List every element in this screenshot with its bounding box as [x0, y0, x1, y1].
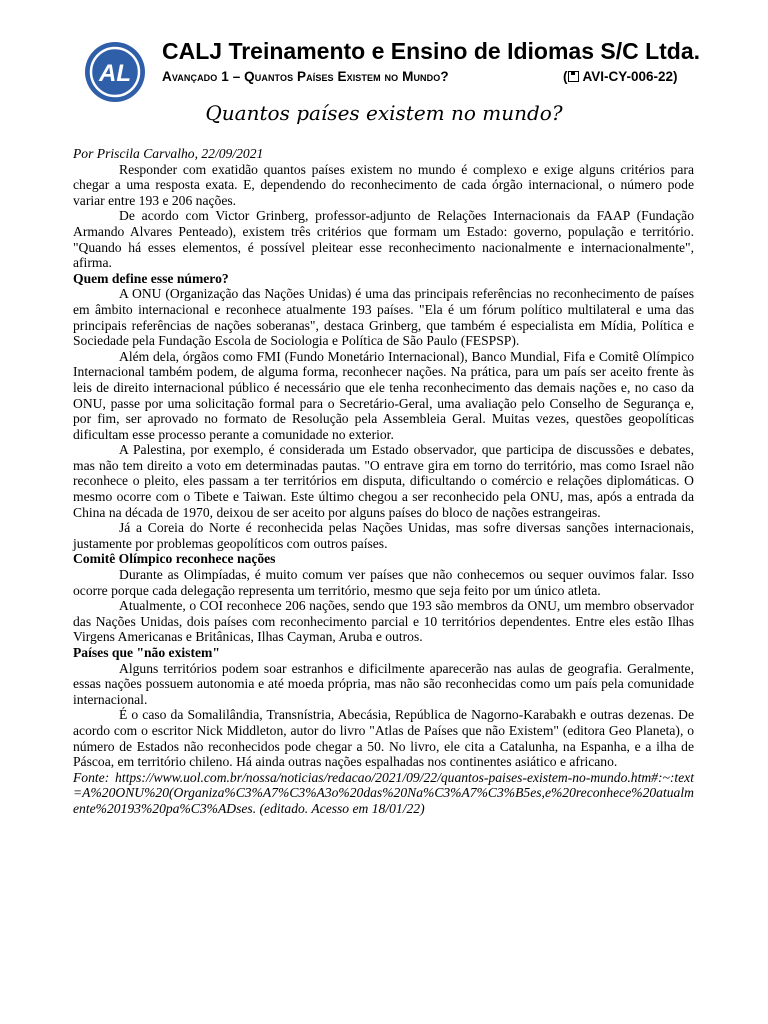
source-link[interactable]: Fonte: https://www.uol.com.br/nossa/noticias/redacao/2021/09/22/quantos-paises-existem-no-mundo.htm#:~:text=A%20ONU%20(Organiza%C3%A7%C3%A3o%20das%20Na%C3%A7%C3%B5es,e%20reconhece%20atualmente%20193%20pa%C3%ADses. (editado. Acesso em 18/01/22) — [73, 769, 694, 816]
paragraph: Além dela, órgãos como FMI (Fundo Monetário Internacional), Banco Mundial, Fifa e Comitê Olímpico Internacional também podem, de alguma forma, reconhecer nações. Na prática, para um país ser aceito frente às leis de direito internacional público é necessário que ele tenha reconhecimento das demais nações e, no caso da ONU, passe por uma solicitação formal para o Secretário-Geral, uma avaliação pelo Conselho de Segurança e, por fim, ser aprovado no formato de Resolução pela Assembleia Geral. Muitas vezes, questões geopolíticas dificultam esse processo perante a comunidade no exterior. — [73, 348, 694, 442]
paragraph: A Palestina, por exemplo, é considerada um Estado observador, que participa de discussões e debates, mas não tem direito a voto em determinadas pautas. "O entrave gira em torno do território, mas como Israel não reconhece o pleito, eles passam a ter territórios em disputa, dificultando o comércio e relações diplomáticas. O mesmo ocorre com o Tibete e Taiwan. Este último chegou a ser reconhecido pela ONU, mas, após a entrada da China na década de 1970, deixou de ser aceito por alguns países do bloco de nações estrangeiras. — [73, 442, 694, 520]
document-title: Quantos países existem no mundo? — [205, 101, 563, 125]
paragraph: De acordo com Victor Grinberg, professor-adjunto de Relações Internacionais da FAAP (Fundação Armando Alvares Penteado), existem três critérios que formam um Estado: governo, população e território. "Quando há esses elementos, é possível pleitear esse reconhecimento nacionalmente e internacionalmente", afirma. — [73, 208, 694, 271]
paragraph: Já a Coreia do Norte é reconhecida pelas Nações Unidas, mas sofre diversas sanções internacionais, justamente por problemas geopolíticos com outros países. — [73, 520, 694, 551]
company-name: CALJ Treinamento e Ensino de Idiomas S/C Ltda. — [162, 38, 701, 64]
paragraph: É o caso da Somalilândia, Transnístria, Abecásia, República de Nagorno-Karabakh e outras dezenas. De acordo com o escritor Nick Middleton, autor do livro "Atlas de Países que não Existem" (editora Geo Planeta), o número de Estados não reconhecidos pode chegar a 50. No livro, ele cita a Catalunha, na Espanha, e a ilha de Páscoa, em território chileno. Há ainda outras nações espalhadas nos continentes asiático e africano. — [73, 707, 694, 770]
paragraph: Responder com exatidão quantos países existem no mundo é complexo e exige alguns critérios para chegar a uma resposta exata. E, dependendo do reconhecimento de cada órgão internacional, o número pode variar entre 193 e 206 nações. — [73, 161, 694, 208]
paragraph: A ONU (Organização das Nações Unidas) é uma das principais referências no reconhecimento de países em âmbito internacional e reconhece atualmente 193 países. "Ela é um fórum político multilateral e uma das principais referências de nações soberanas", destaca Grinberg, que também é especialista em Mídia, Política e Sociedade pela Fundação Escola de Sociologia e Política de São Paulo (FESPSP). — [73, 286, 694, 349]
paragraph: Durante as Olimpíadas, é muito comum ver países que não conhecemos ou sequer ouvimos falar. Isso ocorre porque cada delegação representa um território, mesmo que seja feito por um único atleta. — [73, 567, 694, 598]
course-subtitle: Avançado 1 – Quantos Países Existem no Mundo? — [162, 69, 449, 84]
paragraph: Atualmente, o COI reconhece 206 nações, sendo que 193 são membros da ONU, um membro observador das Nações Unidas, dois países com reconhecimento parcial e 10 territórios dependentes. Entre eles estão Ilhas Virgens Americanas e Britânicas, Ilhas Cayman, Aruba e outros. — [73, 598, 694, 645]
calj-logo — [83, 40, 147, 104]
byline: Por Priscila Carvalho, 22/09/2021 — [73, 146, 264, 161]
code-prefix: ( — [563, 69, 568, 84]
save-icon — [568, 71, 579, 82]
section-heading: Países que "não existem" — [73, 645, 220, 660]
paragraph: Alguns territórios podem soar estranhos e dificilmente aparecerão nas aulas de geografia. Geralmente, essas nações possuem autonomia e até moeda própria, mas não são reconhecidas como um país pela comunidade internacional. — [73, 660, 694, 707]
document-code — [563, 69, 678, 84]
logo-text: AL — [99, 60, 131, 87]
section-heading: Comitê Olímpico reconhece nações — [73, 551, 276, 567]
article-body — [73, 146, 694, 817]
code-text: AVI-CY-006-22) — [582, 69, 678, 84]
section-heading: Quem define esse número? — [73, 270, 229, 286]
